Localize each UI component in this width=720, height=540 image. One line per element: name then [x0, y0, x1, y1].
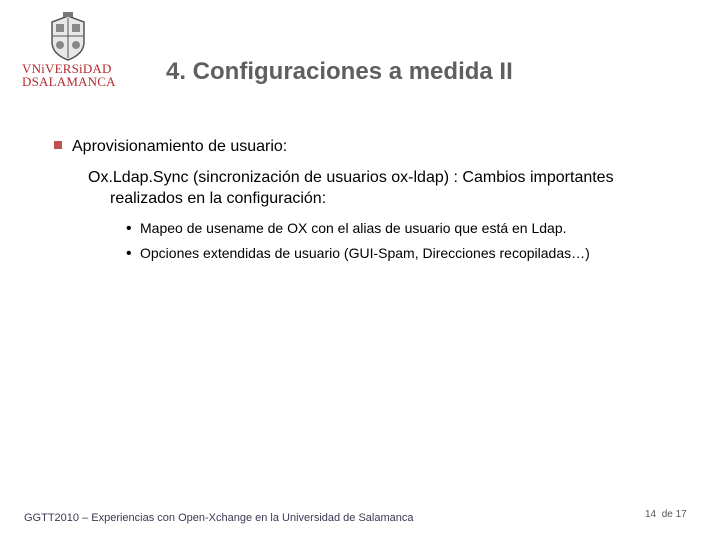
bullet-heading	[54, 138, 287, 156]
round-bullet-icon: •	[126, 220, 132, 237]
slide-title: 4. Configuraciones a medida II	[166, 58, 513, 85]
square-bullet-icon	[54, 141, 62, 149]
list-item: • Mapeo de usename de OX con el alias de usuario que está en Ldap.	[126, 220, 567, 237]
list-item: • Opciones extendidas de usuario (GUI-Spam, Direcciones recopiladas…)	[126, 245, 590, 262]
footer-text: GGTT2010 – Experiencias con Open-Xchange en la Universidad de Salamanca	[24, 512, 414, 524]
bullet-heading-text: Aprovisionamiento de usuario:	[72, 138, 288, 155]
university-seal-icon	[46, 12, 90, 62]
page-number: 14 de 17	[645, 509, 687, 520]
university-logo	[22, 12, 114, 90]
sub-line-2: realizados en la configuración:	[110, 190, 327, 207]
sub-paragraph	[88, 167, 698, 209]
university-name: VNiVERSiDAD DSALAMANCA	[22, 61, 116, 89]
round-bullet-icon: •	[126, 245, 132, 262]
detail-list	[126, 220, 590, 270]
sub-line-1: Ox.Ldap.Sync (sincronización de usuarios ox-ldap) : Cambios importantes	[88, 169, 614, 186]
